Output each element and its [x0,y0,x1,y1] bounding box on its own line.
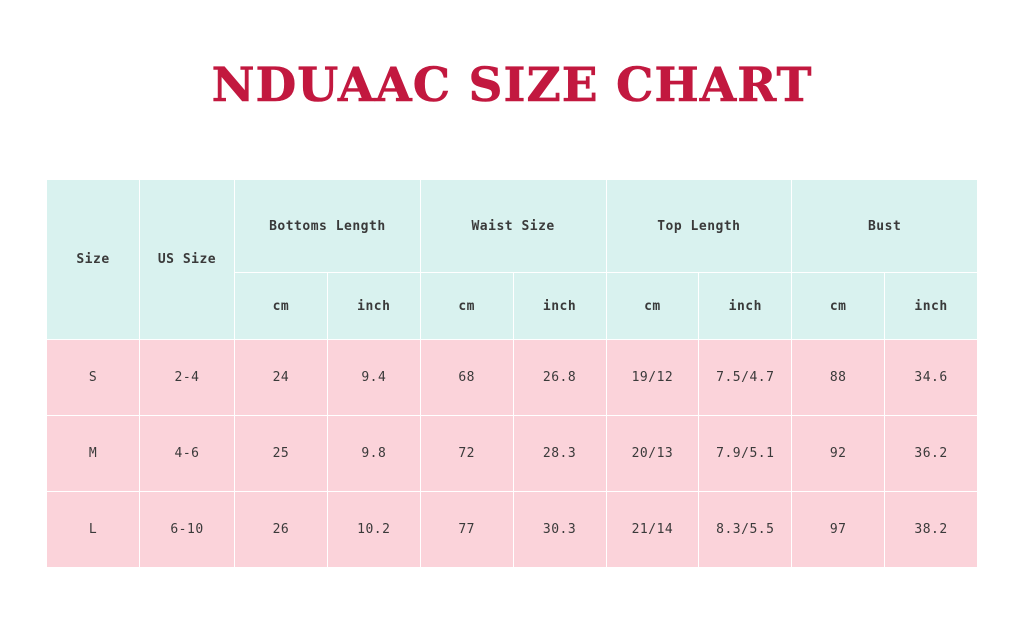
unit-bust-cm: cm [792,273,885,340]
cell-size: S [47,340,140,416]
size-chart-table-container [46,179,978,568]
table-header-group-row [47,180,978,273]
size-chart-table [46,179,978,568]
cell-waist-cm: 77 [420,492,513,568]
cell-waist-cm: 72 [420,416,513,492]
header-us-size: US Size [140,180,235,340]
cell-bottoms-inch: 9.4 [327,340,420,416]
header-bottoms-length: Bottoms Length [235,180,421,273]
cell-bottoms-cm: 26 [235,492,328,568]
table-row [47,416,978,492]
page-title: NDUAAC SIZE CHART [211,58,813,113]
cell-bust-cm: 97 [792,492,885,568]
cell-bottoms-inch: 10.2 [327,492,420,568]
cell-bust-cm: 92 [792,416,885,492]
cell-us-size: 2-4 [140,340,235,416]
cell-top-cm: 21/14 [606,492,699,568]
cell-bottoms-cm: 24 [235,340,328,416]
table-row [47,492,978,568]
cell-top-inch: 8.3/5.5 [699,492,792,568]
cell-bottoms-cm: 25 [235,416,328,492]
unit-bust-inch: inch [885,273,978,340]
header-top-length: Top Length [606,180,792,273]
cell-waist-cm: 68 [420,340,513,416]
cell-waist-inch: 26.8 [513,340,606,416]
cell-size: M [47,416,140,492]
cell-bust-inch: 34.6 [885,340,978,416]
cell-top-cm: 19/12 [606,340,699,416]
cell-waist-inch: 30.3 [513,492,606,568]
unit-bottoms-inch: inch [327,273,420,340]
header-size: Size [47,180,140,340]
table-row [47,340,978,416]
cell-size: L [47,492,140,568]
cell-top-inch: 7.5/4.7 [699,340,792,416]
cell-top-inch: 7.9/5.1 [699,416,792,492]
cell-waist-inch: 28.3 [513,416,606,492]
cell-bottoms-inch: 9.8 [327,416,420,492]
unit-top-cm: cm [606,273,699,340]
cell-us-size: 6-10 [140,492,235,568]
header-bust: Bust [792,180,978,273]
cell-bust-cm: 88 [792,340,885,416]
cell-us-size: 4-6 [140,416,235,492]
unit-top-inch: inch [699,273,792,340]
unit-waist-cm: cm [420,273,513,340]
unit-waist-inch: inch [513,273,606,340]
cell-top-cm: 20/13 [606,416,699,492]
header-waist-size: Waist Size [420,180,606,273]
cell-bust-inch: 38.2 [885,492,978,568]
cell-bust-inch: 36.2 [885,416,978,492]
unit-bottoms-cm: cm [235,273,328,340]
